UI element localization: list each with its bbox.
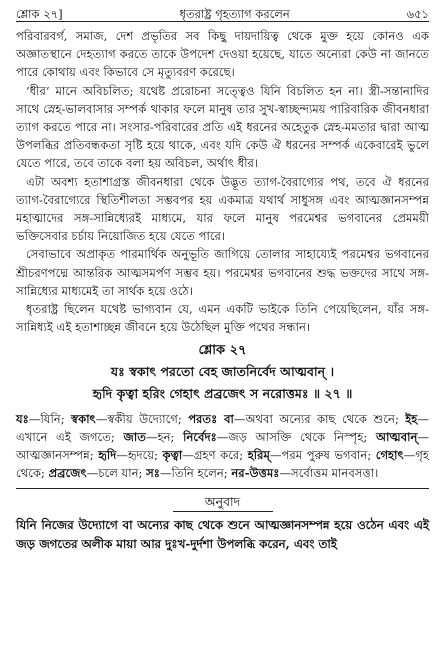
synonym-meaning: —তিনি হলেন xyxy=(159,466,224,481)
synonym-word: নর-উত্তমঃ xyxy=(231,466,280,481)
verse-line-2: হৃদি কৃত্বা হরিং গেহাৎ প্রব্রজেৎ স নরোত্তমঃ ॥ ২৭ ॥ xyxy=(92,386,353,402)
synonym-word: হরিম্ xyxy=(247,448,270,463)
synonym-meaning: —গৃহ থেকে xyxy=(16,448,429,481)
header-verse-ref: শ্লোক ২৭] xyxy=(16,7,63,21)
purport-paragraph: পরিবারবর্গ, সমাজ, দেশ প্রভৃতির সব কিছু দায়দায়িত্ব থেকে মুক্ত হয়ে কোনও এক অজ্ঞাতস্থানে দেহত্যাগ করতে তাকে উপদেশ দেওয়া হয়েছে, যাতে অন্যেরা কেউ না জানতে পারে কোথায় এবং কিভাবে সে মৃত্যুবরণ করেছে। xyxy=(16,29,429,80)
verse-heading: শ্লোক ২৭ xyxy=(198,343,247,359)
synonym-meaning: —পরম পুরুষ ভগবান xyxy=(269,448,368,463)
synonym-meaning: —এখানে এই জগতে xyxy=(16,412,429,445)
synonym-word: আত্মবান্ xyxy=(376,430,418,445)
synonym-word: স্বকাৎ xyxy=(71,412,96,427)
translation-text: যিনি নিজের উদ্যোগে বা অন্যের কাছ থেকে শুনে আত্মজ্ঞানসম্পন্ন হয়ে ওঠেন এবং এই জড় জগতের অলীক মায়া আর দুঃখ-দুর্দশা উপলব্ধি করেন, এবং তাই xyxy=(16,518,429,551)
synonym-word: ইহ xyxy=(405,412,418,427)
synonym-word: সঃ xyxy=(146,466,160,481)
synonym-meaning: —অথবা অন্যের কাছ থেকে শুনে xyxy=(233,412,395,427)
synonym-meaning: —জড় আসক্তি থেকে নিস্পৃহ xyxy=(216,430,364,445)
word-synonyms: যঃ—যিনি; স্বকাৎ—স্বকীয় উদ্যোগে; পরতঃ বা—অথবা অন্যের কাছ থেকে শুনে; ইহ—এখানে এই জগতে; জাত—হন; নির্বেদঃ—জড় আসক্তি থেকে নিস্পৃহ; আত্মবান্—আত্মজ্ঞানসম্পন্ন; হৃদি—হৃদয়ে; কৃত্বা—গ্রহণ করে; হরিম্—পরম পুরুষ ভগবান; গেহাৎ—গৃহ থেকে; প্রব্রজেৎ—চলে যান; সঃ—তিনি হলেন; নর-উত্তমঃ—সর্বোত্তম মানবসত্তা। xyxy=(16,412,430,481)
synonym-word: কৃত্বা xyxy=(162,448,183,463)
verse-line-1: যঃ স্বকাৎ পরতো বেহ জাতনির্বেদ আত্মবান্ । xyxy=(110,364,335,380)
synonym-meaning: —সর্বোত্তম মানবসত্তা। xyxy=(279,466,379,481)
synonym-meaning: —গ্রহণ করে xyxy=(182,448,240,463)
page-number: ৬৫১ xyxy=(406,7,429,21)
purport-paragraph: এটা অবশ্য হতাশাগ্রস্ত জীবনধারা থেকে উদ্ভূত ত্যাগ-বৈরাগ্যের পথ, তবে ঐ ধরনের ত্যাগ-বৈরাগ্যেরে স্থিতিশীলতা সম্ভবপর হয় একমাত্র যথার্থ সাধুসঙ্গ এবং আত্মজ্ঞানসম্পন্ন মহাত্মাদের সঙ্গ-সান্নিধ্যেরই মাধ্যমে, যার ফলে মানুষ পরমেশ্বর ভগবানের প্রেমময়ী ভক্তিসেবার চর্চায় নিয়োজিত হয়ে যেতে পারে। xyxy=(16,174,429,244)
running-header xyxy=(16,0,429,22)
purport-paragraph: ‘ধীর’ মানে অবিচলিত; যথেষ্ট প্ররোচনা সত্ত্বেও যিনি বিচলিত হন না। স্ত্রী-সন্তানাদির সাথে স্নেহ-ভালবাসার সম্পর্ক থাকার ফলে মানুষ তার সুখ-স্বাচ্ছন্দ্যময় পারিবারিক জীবনধারা ত্যাগ করতে পারে না। সংসার-পরিবারের প্রতি এই ধরনের অহেতুক স্নেহ-মমতার দ্বারা আত্ম উপলব্ধির প্রতিবন্ধকতা সৃষ্টি হয়ে থাকে, এবং যদি কেউ ঐ ধরনের সম্পর্ক একেবারেই ভুলে যেতে পারে, তবে তাকে বলা হয় অবিচল, অর্থাৎ ধীর। xyxy=(16,83,429,171)
synonym-word: পরতঃ বা xyxy=(188,412,234,427)
synonym-meaning: —স্বকীয় উদ্যোগে xyxy=(95,412,178,427)
synonym-meaning: —হন xyxy=(145,430,171,445)
synonym-word: হৃদি xyxy=(98,448,117,463)
synonym-meaning: —চলে যান xyxy=(86,466,139,481)
synonym-meaning: —আত্মজ্ঞানসম্পন্ন xyxy=(16,430,430,463)
synonym-word: নির্বেদঃ xyxy=(183,430,217,445)
divider xyxy=(16,488,429,489)
synonym-word: জাত xyxy=(123,430,146,445)
synonym-word: যঃ xyxy=(16,412,29,427)
purport-paragraph: ধৃতরাষ্ট্র ছিলেন যথেষ্ট ভাগ্যবান যে, এমন একটি ভাইকে তিনি পেয়েছিলেন, যাঁর সঙ্গ-সান্নিধ্যই এই হতাশাচ্ছন্ন জীবনে হয়ে উঠেছিল মুক্তি পথের সন্ধান। xyxy=(16,302,429,335)
purport-paragraph: সেবাভাবে অপ্রাকৃত পারমার্থিক অনুভূতি জাগিয়ে তোলার সাহায্যেই পরমেশ্বর ভগবানের শ্রীচরণপদ্মে আন্তরিক আত্মসমর্পণ সম্ভব হয়। পরমেশ্বর ভগবানের শুদ্ধ ভক্তদের সাথে সঙ্গ-সান্নিধ্যের মাধ্যমেই তা সার্থক হয়ে ওঠে। xyxy=(16,247,429,298)
header-chapter-title: ধৃতরাষ্ট্র গৃহত্যাগ করলেন xyxy=(179,7,290,21)
synonym-meaning: —হৃদয়ে xyxy=(116,448,155,463)
synonym-word: প্রব্রজেৎ xyxy=(48,466,87,481)
synonym-meaning: —যিনি xyxy=(28,412,61,427)
translation-heading: অনুবাদ xyxy=(204,494,241,510)
synonym-word: গেহাৎ xyxy=(375,448,404,463)
heading-underline xyxy=(173,511,273,512)
